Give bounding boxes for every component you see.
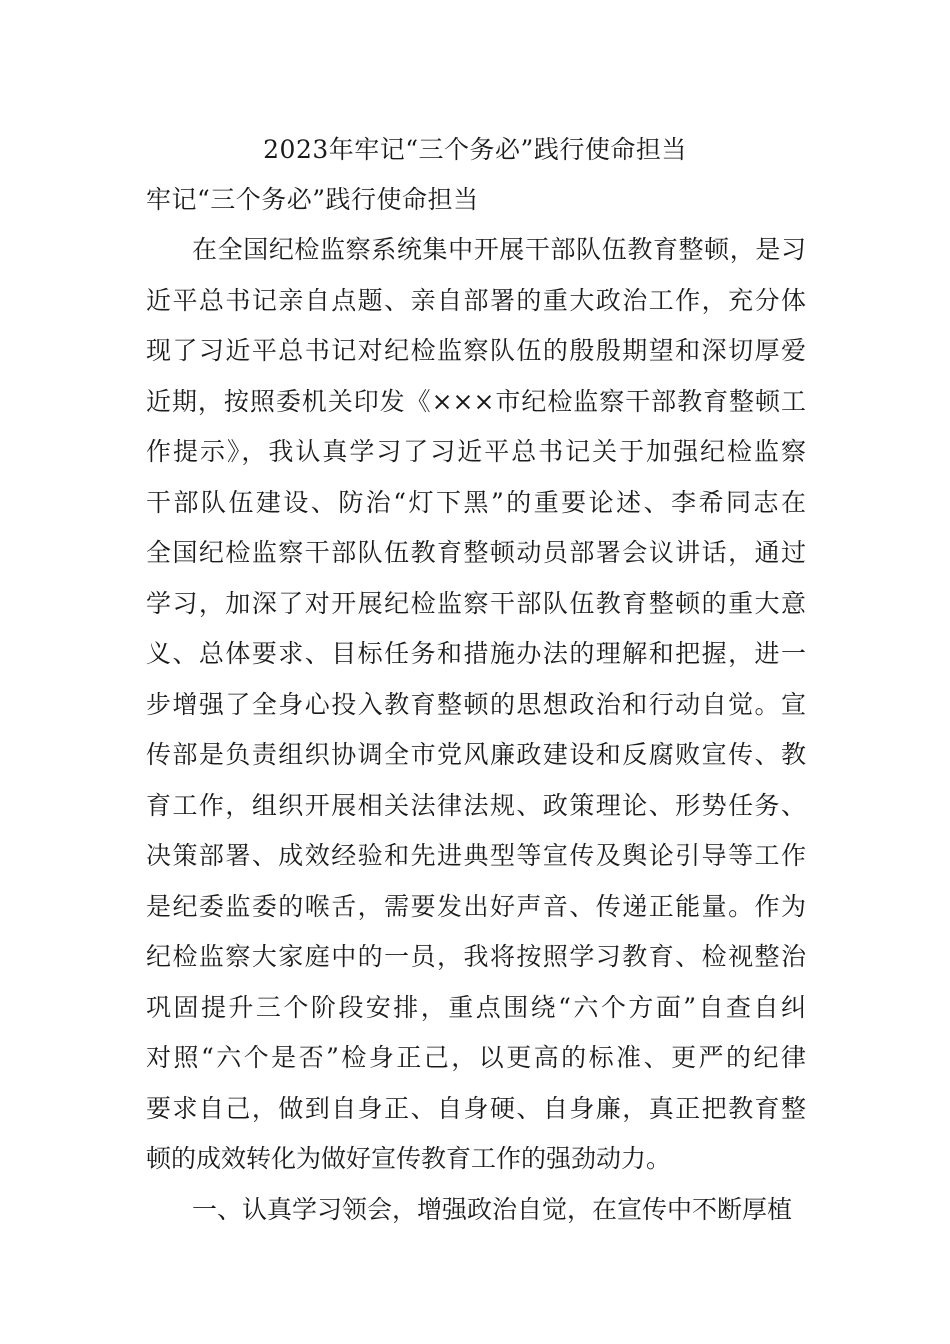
text-line: 是纪委监委的喉舌，需要发出好声音、传递正能量。作为: [146, 891, 806, 921]
text-line: 义、总体要求、目标任务和措施办法的理解和把握，进一: [146, 639, 806, 668]
text-line: 要求自己，做到自身正、自身硬、自身廉，真正把教育整: [146, 1093, 806, 1123]
paragraph-2: [146, 1190, 806, 1241]
text-line: 对照“六个是否”检身正己，以更高的标准、更严的纪律: [146, 1043, 806, 1072]
document-title: 2023年牢记“三个务必”践行使命担当: [263, 135, 687, 164]
text-line: 近期，按照委机关印发《×××市纪检监察干部教育整顿工: [146, 386, 806, 416]
document-subtitle: 牢记“三个务必”践行使命担当: [146, 185, 479, 214]
text-line: 现了习近平总书记对纪检监察队伍的殷殷期望和深切厚爱: [146, 336, 806, 365]
text-line: 作提示》，我认真学习了习近平总书记关于加强纪检监察: [146, 437, 806, 466]
document-body: [146, 230, 806, 1240]
text-line: 决策部署、成效经验和先进典型等宣传及舆论引导等工作: [146, 841, 806, 870]
text-line: 传部是负责组织协调全市党风廉政建设和反腐败宣传、教: [146, 740, 806, 769]
text-line: 学习，加深了对开展纪检监察干部队伍教育整顿的重大意: [146, 588, 806, 618]
text-line: 巩固提升三个阶段安排，重点围绕“六个方面”自查自纠: [146, 992, 806, 1022]
text-line: 在全国纪检监察系统集中开展干部队伍教育整顿，是习: [192, 235, 806, 264]
text-line: 顿的成效转化为做好宣传教育工作的强劲动力。: [146, 1144, 672, 1173]
paragraph-1: [146, 230, 806, 1190]
text-line: 干部队伍建设、防治“灯下黑”的重要论述、李希同志在: [146, 487, 806, 517]
text-line: 纪检监察大家庭中的一员，我将按照学习教育、检视整治: [146, 942, 806, 971]
text-line: 全国纪检监察干部队伍教育整顿动员部署会议讲话，通过: [146, 538, 806, 567]
text-line: 育工作，组织开展相关法律法规、政策理论、形势任务、: [146, 790, 806, 820]
text-line: 近平总书记亲自点题、亲自部署的重大政治工作，充分体: [146, 285, 806, 315]
text-line: 步增强了全身心投入教育整顿的思想政治和行动自觉。宣: [146, 689, 806, 719]
text-line: 一、认真学习领会，增强政治自觉，在宣传中不断厚植: [192, 1194, 793, 1224]
